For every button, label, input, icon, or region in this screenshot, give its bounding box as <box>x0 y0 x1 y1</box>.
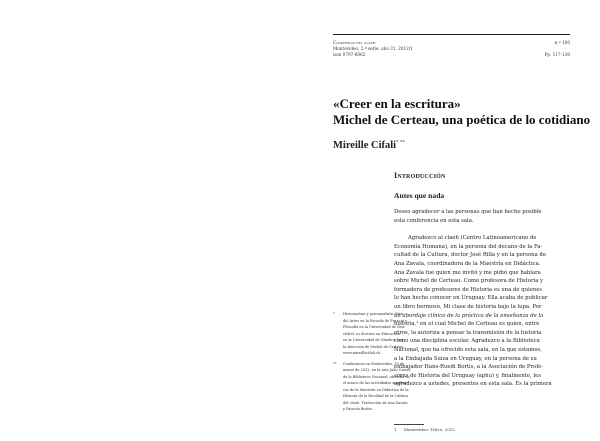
body-line: Ana Zavala, coordinadora de la Maestría en Didáctica. <box>394 260 541 267</box>
masthead <box>333 40 570 59</box>
side-note-line: Historiadora y psicoanalista. Estu- <box>343 312 405 316</box>
side-note-line: y Patricia Burbo. <box>343 407 373 411</box>
body-line: como una disciplina escolar. Agradezco a la Biblioteca <box>394 338 540 345</box>
body-line: Ana Zavala fue quien me invitó y me pidió que hablara <box>394 269 541 276</box>
footnote-text: Montevideo: Trilce, 2012. <box>403 427 457 432</box>
footnote <box>394 427 456 432</box>
side-note-mark: * <box>333 312 335 316</box>
body-line: embajador Hans-Ruedi Bortis, a la Asociación de Profe- <box>394 364 544 371</box>
side-note-line: de la Biblioteca Nacional, ofrecida en <box>343 374 410 379</box>
body-line: otros, la autoriza a pensar la transmisión de la historia <box>394 329 542 336</box>
side-note-line: Filosofía en la Universidad de Neu- <box>343 325 406 329</box>
body-line: a la Embajada Suiza en Uruguay, en la persona de su <box>394 355 537 362</box>
side-note-line: www.mireillecifali.ch <box>343 351 381 355</box>
side-note-line: del claeh. Traducción de Ana Zavala <box>343 400 408 405</box>
side-note-line: marzo de 2012, en la sala Julio Castro <box>343 368 411 372</box>
section-heading: Introducción <box>394 171 446 180</box>
body-line: un abordaje clínico de la práctica de la enseñanza de la <box>394 312 544 319</box>
body-line: Agradezco al claeh (Centro Latinoamericano de <box>408 235 537 242</box>
body-line: sobre Michel de Certeau. Como profesora de Historia y <box>394 278 544 285</box>
body-line: un libro hermoso, Mi clase de historia bajo la lupa. Por <box>394 303 542 310</box>
side-note-line: Historia de la Facultad de la Cultura <box>343 394 408 398</box>
journal-name: Cuadernos del claeh <box>333 40 376 45</box>
side-note-mark: ** <box>333 361 337 366</box>
side-note-line: cas de la Maestría en Didáctica de la <box>343 387 409 392</box>
side-note-line: dió Artes en la Escuela de Francia y <box>343 318 408 323</box>
body-line: Nacional, que ha ofrecido esta sala, en la que estamos, <box>394 346 542 353</box>
issue-number: n.º 100 <box>554 40 570 45</box>
body-line: esta conferencia en esta sala. <box>394 217 474 224</box>
body-line: historia,¹ en el cual Michel de Certeau es quien, entre <box>394 321 540 328</box>
footnote-rule <box>394 424 424 425</box>
body-text <box>394 208 584 389</box>
side-note-line: Conferencia en Montevideo, 30 de <box>343 361 405 366</box>
body-line: cultad de la Cultura, doctor José Rilla y en la persona de <box>394 252 546 259</box>
side-note-line: châtel, es doctora en Educación <box>343 331 400 336</box>
body-line: sores de Historia del Uruguay (aphu) y, finalmente, les <box>394 372 541 379</box>
author-name-text: Mireille Cifali <box>333 140 397 151</box>
place-year: Montevideo, 2.ª serie, año 31, 2012/1 <box>333 46 413 52</box>
header-rule <box>333 34 570 35</box>
page-range: Pp. 117-130 <box>544 52 570 58</box>
side-note <box>333 361 411 413</box>
masthead-row-3 <box>333 52 570 58</box>
title-line-2: Michel de Certeau, una poética de lo cotidiano <box>333 112 591 127</box>
body-line: lo han hecho conocer en Uruguay. Ella acaba de publicar <box>394 295 548 302</box>
issn: issn 0797-6062 <box>333 52 366 58</box>
side-note-line: en la Universidad de Ginebra, hoy <box>343 338 404 342</box>
title-line-1: «Creer en la escritura» <box>333 96 461 111</box>
side-notes <box>333 311 411 417</box>
body-line: agradezco a ustedes, presentes en esta sala. Es la primera <box>394 381 552 388</box>
side-note <box>333 311 408 357</box>
author-name <box>333 140 405 151</box>
footnote-number: 1 <box>394 427 397 432</box>
subsection-heading: Antes que nada <box>394 191 445 200</box>
body-line: formadora de profesores de Historia es una de quienes <box>394 286 543 293</box>
author-note-marks: * ** <box>396 140 405 146</box>
article-title <box>333 96 591 128</box>
body-line: Deseo agradecer a las personas que han hecho posible <box>394 209 542 215</box>
body-line: Economía Humana), en la persona del decano de la Fa- <box>394 243 543 250</box>
side-note-line: la dirección de Michel de Certeau. <box>343 344 405 349</box>
side-note-line: el marco de las actividades académi- <box>343 381 409 385</box>
